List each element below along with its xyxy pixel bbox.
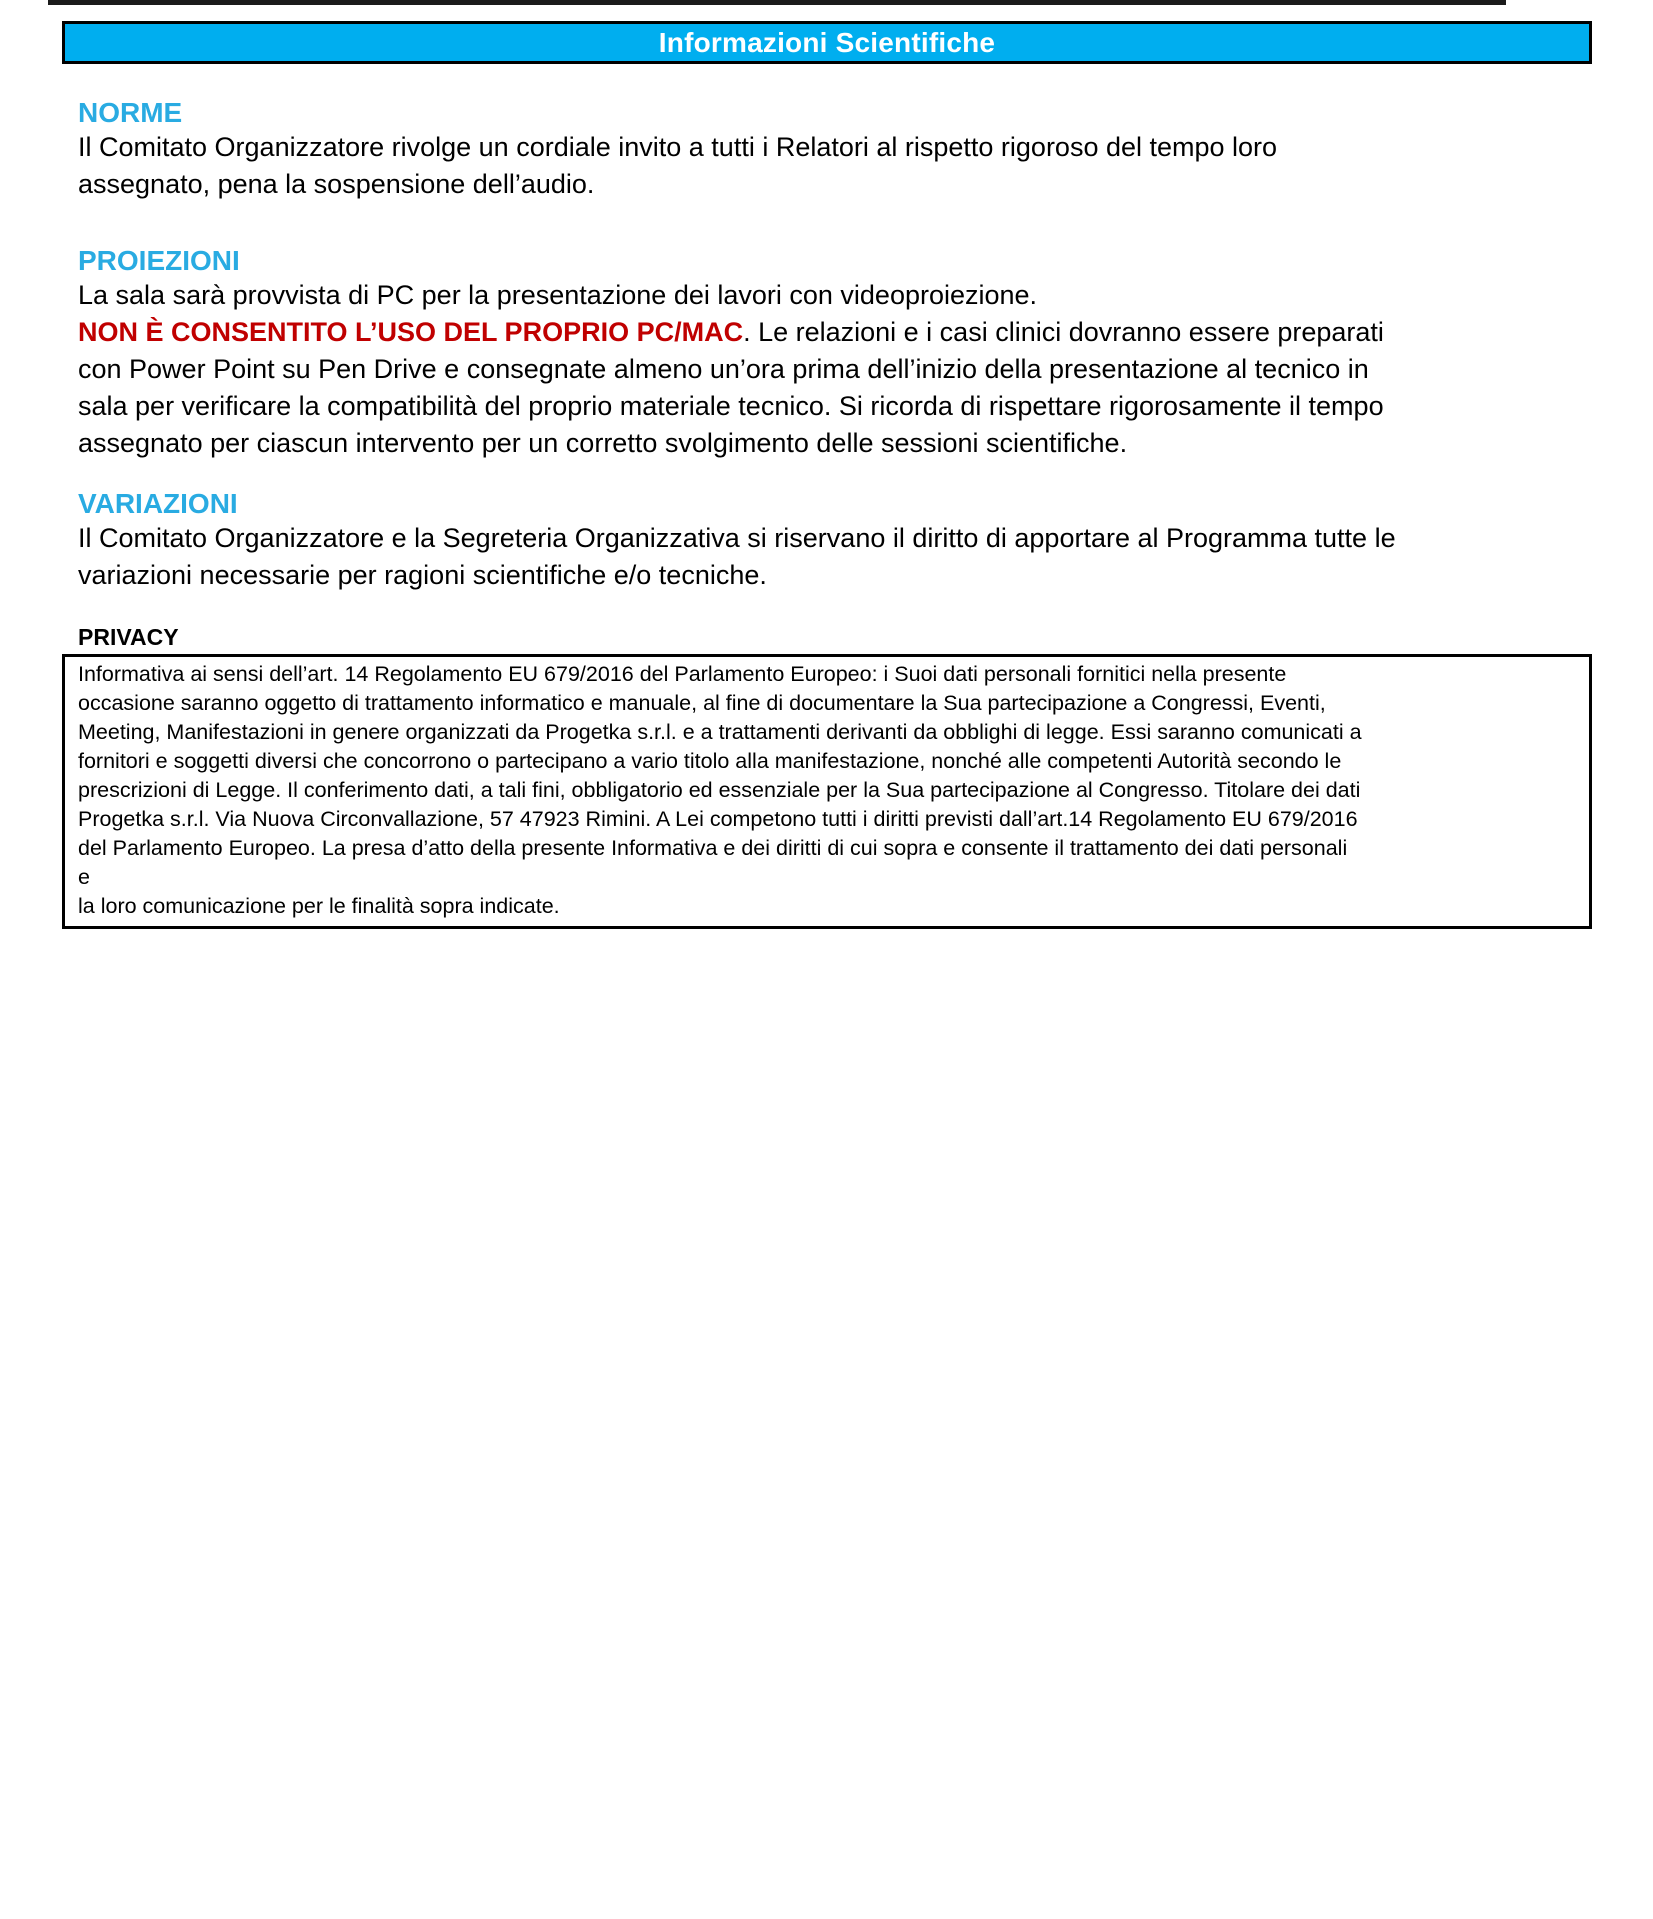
section-heading-privacy: PRIVACY xyxy=(78,624,179,650)
text-line: del Parlamento Europeo. La presa d’atto della presente Informativa e dei diritti di cui sopra e consente il trattamento dei dati personali xyxy=(78,836,1348,860)
text-line: e xyxy=(78,865,90,889)
section-heading-variazioni: VARIAZIONI xyxy=(78,488,238,519)
text-line: variazioni necessarie per ragioni scientifiche e/o tecniche. xyxy=(78,560,767,590)
proiezioni-continuation xyxy=(78,351,1598,462)
section-heading-norme: NORME xyxy=(78,97,183,128)
section-heading-proiezioni: PROIEZIONI xyxy=(78,245,240,276)
variazioni-paragraph xyxy=(78,520,1598,594)
text-line: Informativa ai sensi dell’art. 14 Regolamento EU 679/2016 del Parlamento Europeo: i Suoi dati personali fornitici nella presente xyxy=(78,662,1287,686)
text-line: Meeting, Manifestazioni in genere organizzati da Progetka s.r.l. e a trattamenti derivanti da obblighi di legge. Essi saranno comunicati a xyxy=(78,720,1362,744)
text-line: fornitori e soggetti diversi che concorrono o partecipano a vario titolo alla manifestazione, nonché alle competenti Autorità secondo le xyxy=(78,749,1342,773)
text-line: assegnato, pena la sospensione dell’audio. xyxy=(78,169,595,199)
warning-red-text: NON È CONSENTITO L’USO DEL PROPRIO PC/MAC xyxy=(78,317,744,347)
text-line: occasione saranno oggetto di trattamento informatico e manuale, al fine di documentare la Sua partecipazione a Congressi, Eventi, xyxy=(78,691,1326,715)
text-line: prescrizioni di Legge. Il conferimento dati, a tali fini, obbligatorio ed essenziale per la Sua partecipazione al Congresso. Titolare dei dati xyxy=(78,778,1361,802)
document-body xyxy=(78,97,1598,652)
page-title-bar xyxy=(62,21,1592,64)
page-top-rule xyxy=(48,0,1506,5)
proiezioni-line-warning xyxy=(78,314,1598,351)
proiezioni-paragraph xyxy=(78,277,1598,462)
text-line: Progetka s.r.l. Via Nuova Circonvallazione, 57 47923 Rimini. A Lei competono tutti i diritti previsti dall’art.14 Regolamento EU 679/2016 xyxy=(78,807,1358,831)
norme-paragraph xyxy=(78,129,1598,203)
text-line: Il Comitato Organizzatore rivolge un cordiale invito a tutti i Relatori al rispetto rigoroso del tempo loro xyxy=(78,132,1278,162)
text-line: con Power Point su Pen Drive e consegnate almeno un’ora prima dell’inizio della presentazione al tecnico in xyxy=(78,354,1369,384)
text-line: Il Comitato Organizzatore e la Segreteria Organizzativa si riservano il diritto di apportare al Programma tutte le xyxy=(78,523,1396,553)
proiezioni-line-intro: La sala sarà provvista di PC per la presentazione dei lavori con videoproiezione. xyxy=(78,280,1038,310)
text-line: sala per verificare la compatibilità del proprio materiale tecnico. Si ricorda di rispettare rigorosamente il tempo xyxy=(78,391,1384,421)
text-line: assegnato per ciascun intervento per un corretto svolgimento delle sessioni scientifiche. xyxy=(78,428,1128,458)
privacy-box xyxy=(62,654,1592,929)
page-title: Informazioni Scientifiche xyxy=(658,26,996,58)
warning-rest-text: . Le relazioni e i casi clinici dovranno essere preparati xyxy=(743,317,1384,347)
text-line: la loro comunicazione per le finalità sopra indicate. xyxy=(78,894,560,918)
